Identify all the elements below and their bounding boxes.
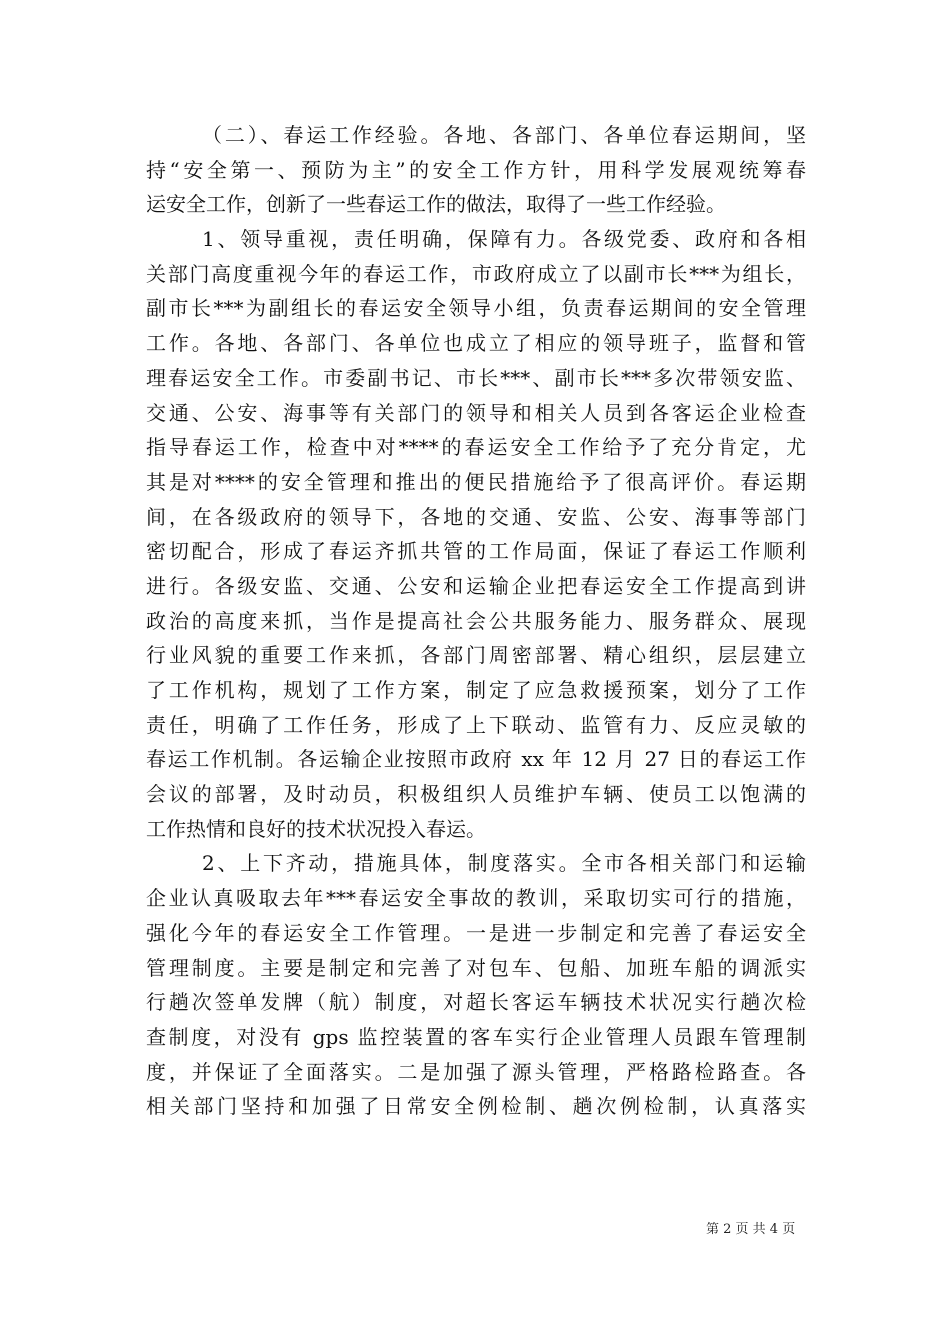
text-line: 行趟次签单发牌（航）制度，对超长客运车辆技术状况实行趟次检 (146, 990, 806, 1015)
text-line: 工作热情和良好的技术状况投入春运。 (146, 816, 486, 841)
text-line: 企业认真吸取去年***春运安全事故的教训，采取切实可行的措施， (146, 886, 806, 911)
text-line: 工作。各地、各部门、各单位也成立了相应的领导班子，监督和管 (146, 331, 806, 356)
document-body (146, 118, 806, 1124)
text-line: （二）、春运工作经验。各地、各部门、各单位春运期间，坚 (202, 123, 806, 147)
text-line: 其是对****的安全管理和推出的便民措施给予了很高评价。春运期 (146, 469, 806, 494)
text-line: 责任，明确了工作任务，形成了上下联动、监管有力、反应灵敏的 (146, 712, 806, 737)
text-line: 度，并保证了全面落实。二是加强了源头管理，严格路检路查。各 (146, 1059, 806, 1084)
text-line: 春运工作机制。各运输企业按照市政府 xx 年 12 月 27 日的春运工作 (146, 747, 806, 772)
text-line: 持“安全第一、预防为主”的安全工作方针，用科学发展观统筹春 (146, 157, 806, 182)
text-line: 副市长***为副组长的春运安全领导小组，负责春运期间的安全管理 (146, 296, 806, 321)
paragraph-spring-transport-experience (146, 118, 806, 222)
text-line: 行业风貌的重要工作来抓，各部门周密部署、精心组织，层层建立 (146, 643, 806, 668)
text-line: 密切配合，形成了春运齐抓共管的工作局面，保证了春运工作顺利 (146, 539, 806, 564)
text-line: 理春运安全工作。市委副书记、市长***、副市长***多次带领安监、 (146, 365, 806, 390)
text-line: 2、上下齐动，措施具体，制度落实。全市各相关部门和运输 (202, 851, 806, 876)
text-line: 了工作机构，规划了工作方案，制定了应急救援预案，划分了工作 (146, 678, 806, 702)
text-line: 会议的部署，及时动员，积极组织人员维护车辆、使员工以饱满的 (146, 782, 806, 807)
paragraph-leadership (146, 222, 806, 846)
text-line: 间，在各级政府的领导下，各地的交通、安监、公安、海事等部门 (146, 504, 806, 529)
text-line: 管理制度。主要是制定和完善了对包车、包船、加班车船的调派实 (146, 955, 806, 980)
text-line: 进行。各级安监、交通、公安和运输企业把春运安全工作提高到讲 (146, 573, 806, 598)
text-line: 查制度，对没有 gps 监控装置的客车实行企业管理人员跟车管理制 (146, 1024, 806, 1049)
text-line: 关部门高度重视今年的春运工作，市政府成立了以副市长***为组长， (146, 261, 806, 286)
text-line: 强化今年的春运安全工作管理。一是进一步制定和完善了春运安全 (146, 920, 806, 945)
text-line: 1、领导重视，责任明确，保障有力。各级党委、政府和各相 (202, 227, 806, 252)
text-line: 政治的高度来抓，当作是提高社会公共服务能力、服务群众、展现 (146, 608, 806, 633)
page-number: 第 2 页 共 4 页 (706, 1222, 796, 1237)
text-line: 相关部门坚持和加强了日常安全例检制、趟次例检制，认真落实 (146, 1094, 806, 1119)
text-line: 指导春运工作，检查中对****的春运安全工作给予了充分肯定，尤 (146, 435, 806, 460)
paragraph-coordinated-measures (146, 846, 806, 1124)
text-line: 运安全工作，创新了一些春运工作的做法，取得了一些工作经验。 (146, 192, 726, 217)
text-line: 交通、公安、海事等有关部门的领导和相关人员到各客运企业检查 (146, 400, 806, 425)
